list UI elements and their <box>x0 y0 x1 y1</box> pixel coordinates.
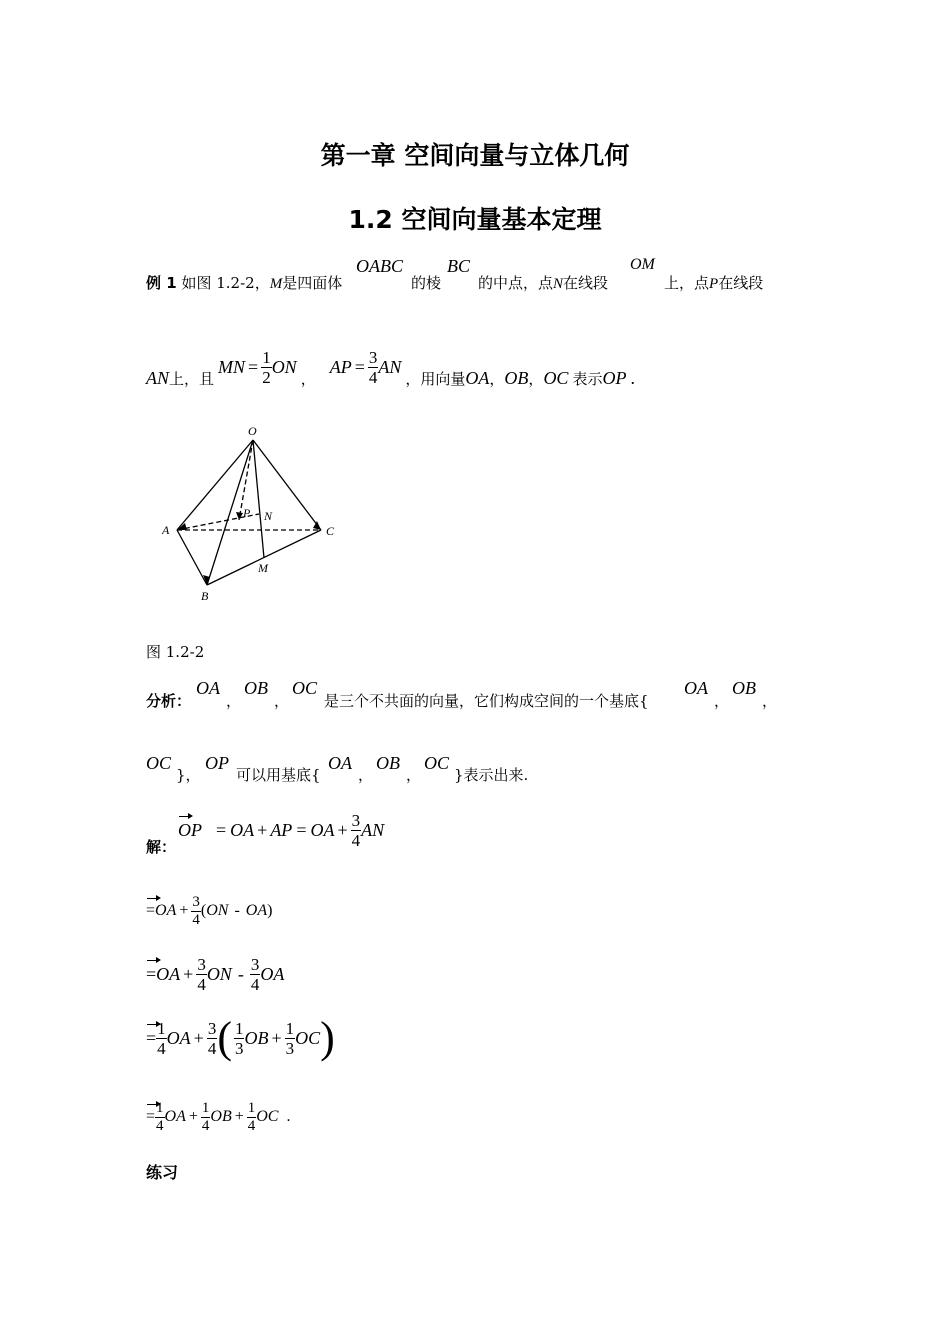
analysis-text: }表示出来. <box>454 766 529 784</box>
math-P: P <box>709 276 719 292</box>
math-OC: OC <box>295 1027 321 1048</box>
paren-left: ( <box>200 902 207 919</box>
math-equals: = <box>248 356 259 377</box>
math-MN: MN <box>218 356 246 377</box>
math-AP: AP <box>329 356 352 377</box>
math-plus: + <box>271 1027 282 1048</box>
comma: ， <box>358 766 374 784</box>
solution-step-5 <box>146 1094 290 1140</box>
tetrahedron-figure <box>150 420 350 610</box>
math-BC: BC <box>447 256 471 276</box>
label-N: N <box>264 509 273 523</box>
comma: ， <box>714 692 730 710</box>
example-line-2 <box>146 343 635 391</box>
example-line-1b <box>478 272 608 293</box>
math-OA: OA <box>328 753 352 773</box>
math-plus: + <box>193 1027 204 1048</box>
segment-OM <box>253 440 264 558</box>
math-OA: OA <box>156 963 181 984</box>
example-label: 例 1 <box>146 274 177 292</box>
math-OA: OA <box>260 963 285 984</box>
comma: ， <box>762 692 778 710</box>
math-AP: AP <box>270 819 293 840</box>
paren-right: ) <box>267 902 273 919</box>
arrow-P <box>236 512 243 520</box>
period: . <box>630 367 635 388</box>
example-text: 表示 <box>572 369 603 388</box>
label-C: C <box>326 524 335 538</box>
label-O: O <box>248 424 257 438</box>
paren-left-large: ( <box>217 1013 232 1062</box>
math-OB: OB <box>244 1027 269 1048</box>
math-AN: AN <box>378 356 402 377</box>
fraction-three-quarters: $\frac{3}{4}$ <box>351 810 361 850</box>
label-P: P <box>243 506 251 520</box>
math-plus: + <box>337 819 348 840</box>
label-A: A <box>162 523 170 537</box>
figure-caption: 图 1.2-2 <box>146 643 205 661</box>
comma: ， <box>300 369 316 388</box>
example-text: 是四面体 <box>282 274 343 292</box>
edge-AB <box>177 530 207 585</box>
example-text: ，用向量 <box>405 369 466 388</box>
math-OC: OC <box>256 1108 279 1125</box>
math-OA: OA <box>230 819 255 840</box>
comma: ， <box>274 692 290 710</box>
math-OB: OB <box>504 367 529 388</box>
label-M: M <box>258 561 268 575</box>
math-plus: + <box>234 1108 244 1125</box>
comma: ， <box>489 369 505 388</box>
arrow-C <box>313 521 321 530</box>
analysis-text: 可以用基底{ <box>236 766 321 784</box>
fraction-three-quarters: $\frac{3}{4}$ <box>368 347 378 387</box>
fraction-one-quarter: $\frac{1}{4}$ <box>157 1018 166 1058</box>
example-text: 上，点 <box>664 274 710 292</box>
comma: ， <box>226 692 242 710</box>
analysis-label: 分析： <box>146 692 192 710</box>
solution-step-4 <box>146 1010 335 1066</box>
math-OC: OC <box>424 753 450 773</box>
math-OB: OB <box>210 1108 232 1125</box>
math-plus: + <box>188 1108 198 1125</box>
vector-OP: OP <box>178 819 202 840</box>
math-OA: OA <box>196 678 220 698</box>
period: . <box>286 1108 291 1125</box>
paren-right-large: ) <box>320 1013 335 1062</box>
analysis-text: 是三个不共面的向量，它们构成空间的一个基底{ <box>324 692 649 710</box>
math-ON: ON <box>206 902 229 919</box>
practice-heading: 练习 <box>146 1163 179 1182</box>
example-text: 上，且 <box>169 369 215 388</box>
math-OA: OA <box>164 1108 186 1125</box>
math-plus: + <box>183 963 194 984</box>
example-line-1 <box>146 272 342 293</box>
math-AN: AN <box>361 819 385 840</box>
solution-step-3 <box>146 950 284 998</box>
math-plus: + <box>257 819 268 840</box>
comma: ， <box>406 766 422 784</box>
solution-label: 解： <box>146 838 177 856</box>
math-OA: OA <box>245 902 268 919</box>
math-OP: OP <box>205 753 229 773</box>
math-OA: OA <box>166 1027 191 1048</box>
edge-OA <box>177 440 253 530</box>
fraction-one-half: $\frac{1}{2}$ <box>262 347 271 387</box>
math-equals: = <box>146 1027 157 1048</box>
math-equals: = <box>216 819 227 840</box>
fraction-one-quarter: $\frac{1}{4}$ <box>201 1099 210 1134</box>
analysis-text: }， <box>176 766 201 784</box>
math-AN: AN <box>146 367 170 388</box>
math-minus: - <box>234 902 240 919</box>
example-line-1c <box>664 272 763 293</box>
math-OM: OM <box>630 256 655 273</box>
fraction-three-quarters: $\frac{3}{4}$ <box>192 893 200 928</box>
math-minus: - <box>237 963 244 984</box>
example-text: 在线段 <box>563 274 609 292</box>
math-OA: OA <box>465 367 490 388</box>
fraction-three-quarters: $\frac{3}{4}$ <box>197 954 206 994</box>
example-text: 的棱 <box>411 274 442 292</box>
math-OA: OA <box>684 678 708 698</box>
fraction-one-quarter: $\frac{1}{4}$ <box>247 1099 256 1134</box>
math-ON: ON <box>206 963 232 984</box>
math-OC: OC <box>292 678 318 698</box>
example-text: 如图 1.2-2， <box>181 274 270 292</box>
math-OP: OP <box>602 367 627 388</box>
math-equals: = <box>354 356 365 377</box>
example-text: 在线段 <box>718 274 764 292</box>
math-equals: = <box>296 819 307 840</box>
math-OB: OB <box>732 678 756 698</box>
solution-step-2 <box>146 888 272 934</box>
math-equals: = <box>146 902 156 919</box>
fraction-one-third: $\frac{1}{3}$ <box>285 1018 295 1058</box>
math-OABC: OABC <box>356 256 403 276</box>
math-OC: OC <box>146 753 172 773</box>
math-OA: OA <box>310 819 335 840</box>
math-equals: = <box>146 963 157 984</box>
label-B: B <box>201 589 209 603</box>
math-ON: ON <box>271 356 297 377</box>
math-N: N <box>553 276 564 292</box>
chapter-title: 第一章 空间向量与立体几何 <box>320 141 630 170</box>
fraction-three-quarters: $\frac{3}{4}$ <box>207 1018 217 1058</box>
fraction-one-quarter: $\frac{1}{4}$ <box>156 1099 164 1134</box>
math-plus: + <box>179 902 189 919</box>
section-title: 1.2 空间向量基本定理 <box>348 205 602 234</box>
math-OC: OC <box>543 367 569 388</box>
math-equals: = <box>146 1108 156 1125</box>
math-OB: OB <box>244 678 268 698</box>
math-M: M <box>269 276 283 292</box>
solution-step-1 <box>178 806 384 854</box>
fraction-three-quarters: $\frac{3}{4}$ <box>250 954 260 994</box>
fraction-one-third: $\frac{1}{3}$ <box>234 1018 244 1058</box>
math-OA: OA <box>155 902 177 919</box>
math-OB: OB <box>376 753 400 773</box>
example-text: 的中点，点 <box>478 274 554 292</box>
comma: ， <box>528 369 544 388</box>
